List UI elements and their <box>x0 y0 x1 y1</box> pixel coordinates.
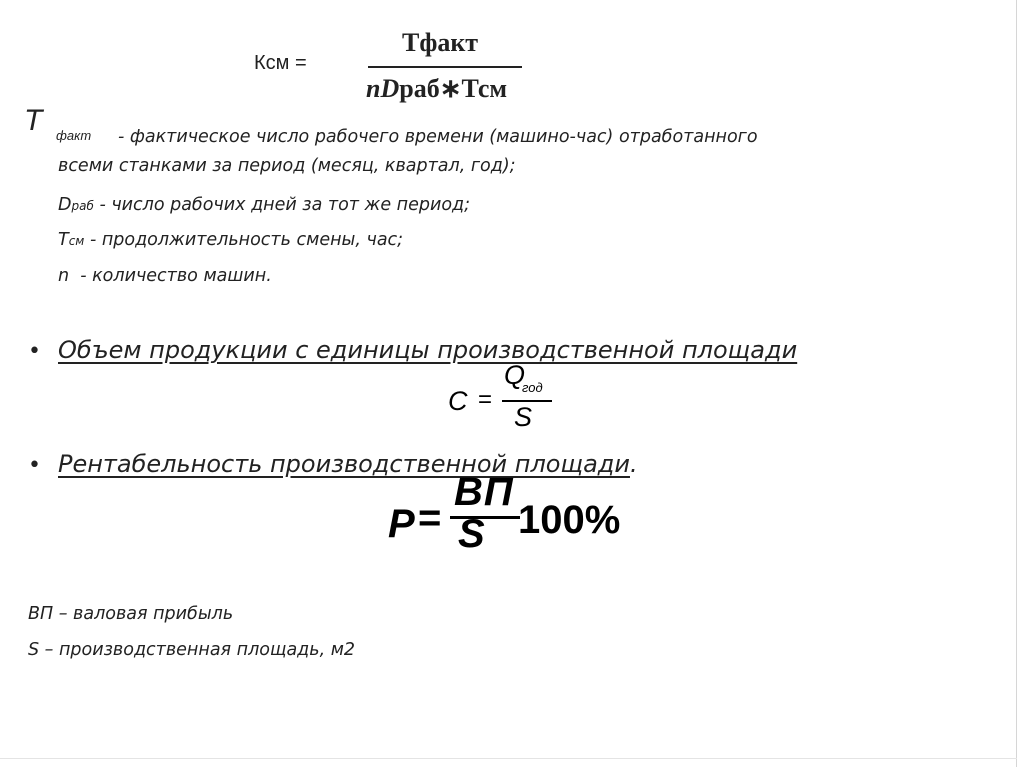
formula-c-numerator: Q <box>504 360 526 390</box>
tsm-text: - продолжительность смены, час; <box>89 230 404 250</box>
ksm-numerator: Тфакт <box>402 28 479 57</box>
bullet-area-profitability-period: . <box>629 450 638 478</box>
n-definition <box>58 264 272 288</box>
formula-c-numerator-subscript: год <box>522 380 543 395</box>
formula-p <box>384 470 621 558</box>
formula-p-multiplier: 100% <box>518 498 621 542</box>
bullet-area-profitability <box>28 450 638 478</box>
n-text: - количество машин. <box>80 266 272 286</box>
formula-c-denominator: S <box>514 402 533 432</box>
ksm-denominator <box>366 74 507 104</box>
note-vp: ВП – валовая прибыль <box>28 604 234 624</box>
formula-p-denominator: S <box>458 512 485 556</box>
t-sm-definition <box>58 228 403 253</box>
formula-p-numerator: ВП <box>454 470 514 514</box>
note-s: S – производственная площадь, м2 <box>28 640 356 660</box>
bullet-dot: • <box>28 339 41 364</box>
d-rab-definition <box>58 193 470 218</box>
t-fact-definition-cont: всеми станками за период (месяц, квартал, год); <box>58 156 516 176</box>
fraction-bar <box>368 66 522 68</box>
formula-c-lhs: C <box>448 386 468 416</box>
ksm-fraction <box>364 26 524 116</box>
bullet-dot: • <box>28 453 41 478</box>
d-text: - число рабочих дней за тот же период; <box>99 195 471 215</box>
tsm-subscript: см <box>68 234 85 248</box>
bullet-area-profitability-text: Рентабельность производственной площади <box>58 450 630 478</box>
slide-right-edge <box>1016 0 1017 767</box>
t-fact-definition: - фактическое число рабочего времени (машино-час) отработанного <box>118 127 758 147</box>
tsm-symbol: Т <box>58 230 69 250</box>
bullet-output-per-area <box>28 336 797 364</box>
t-fact-symbol: Т <box>24 104 43 137</box>
d-symbol: D <box>58 195 72 215</box>
formula-p-equals: = <box>418 496 442 540</box>
formula-p-lhs: P <box>388 502 415 546</box>
ksm-den-d: D <box>380 74 400 103</box>
formula-c <box>448 360 588 440</box>
n-symbol: n <box>58 266 70 286</box>
ksm-den-rest: раб∗Тсм <box>399 74 508 103</box>
formula-c-equals: = <box>478 386 493 413</box>
ksm-label: Ксм = <box>254 52 307 74</box>
slide-bottom-edge <box>0 758 1017 759</box>
t-fact-subscript: факт <box>56 128 92 143</box>
bullet-output-per-area-text: Объем продукции с единицы производственной площади <box>58 336 798 364</box>
d-subscript: раб <box>71 199 94 213</box>
ksm-den-n: n <box>366 74 381 103</box>
